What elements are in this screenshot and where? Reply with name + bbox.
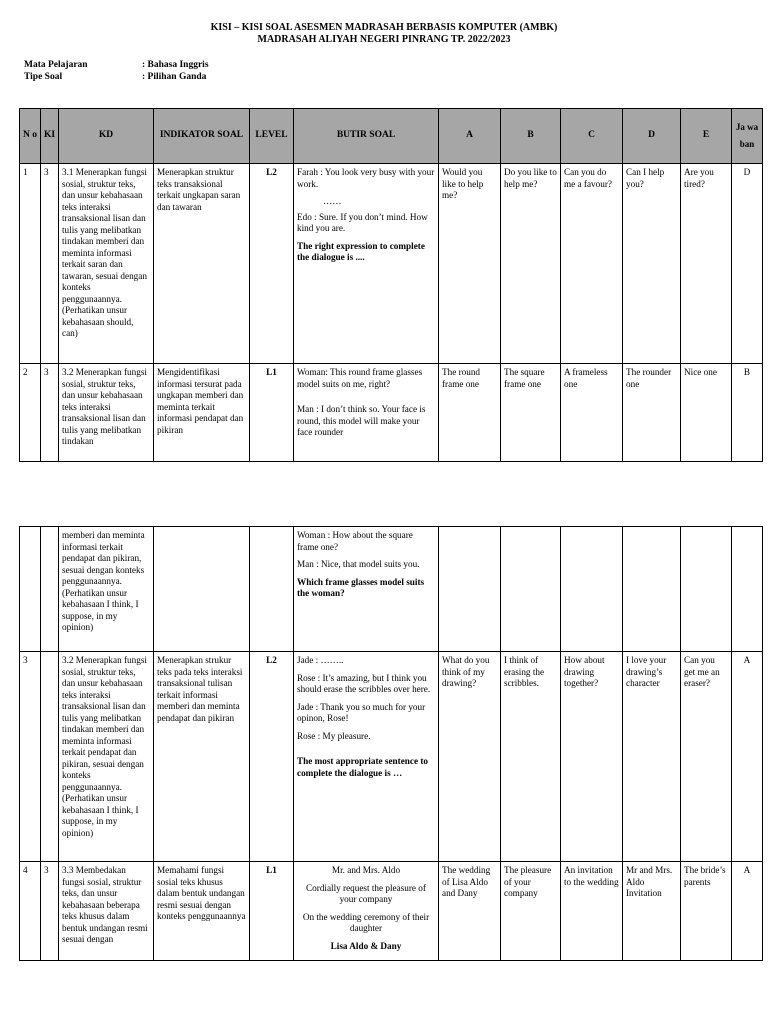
- question-prompt: Which frame glasses model suits the woman?: [297, 576, 425, 598]
- option-d: I love your drawing’s character: [623, 652, 681, 862]
- table-row: [20, 164, 763, 364]
- row-no: 3: [20, 652, 41, 862]
- row-ki: 3: [41, 164, 59, 364]
- document-title: [0, 22, 768, 46]
- option-b: I think of erasing the scribbles.: [501, 652, 561, 862]
- option-a: Would you like to help me?: [439, 164, 501, 364]
- table-row: [20, 862, 763, 961]
- subject-value: : Bahasa Inggris: [142, 60, 209, 70]
- dialogue-line: Farah : You look very busy with your work.: [297, 167, 435, 189]
- question-grid-table-2: [19, 526, 763, 961]
- row-level: L1: [250, 862, 294, 961]
- option-b: The pleasure of your company: [501, 862, 561, 961]
- dialogue-line: Edo : Sure. If you don’t mind. How kind you are.: [297, 211, 428, 233]
- row-kd: memberi dan meminta informasi terkait pendapat dan pikiran, sesuai dengan konteks penggunaannya. (Perhatikan unsur kebahasaan I think, I suppose, in my opinion): [59, 527, 154, 652]
- answer-key: D: [732, 164, 763, 364]
- option-c: An invitation to the wedding: [561, 862, 623, 961]
- answer-key: B: [732, 364, 763, 462]
- option-b: The square frame one: [501, 364, 561, 462]
- table-row: [20, 652, 763, 862]
- row-butir-soal: [294, 164, 439, 364]
- option-a: The round frame one: [439, 364, 501, 462]
- answer-key: A: [732, 862, 763, 961]
- dialogue-blank: ……: [323, 196, 342, 206]
- dialogue-line: Jade : Thank you so much for your opinon, Rose!: [297, 701, 426, 723]
- header-option-b: B: [501, 109, 561, 164]
- option-e: Nice one: [681, 364, 732, 462]
- header-butir-soal: BUTIR SOAL: [294, 109, 439, 164]
- row-butir-soal: [294, 862, 439, 961]
- answer-key: A: [732, 652, 763, 862]
- table-row: [20, 527, 763, 652]
- option-e: Are you tired?: [681, 164, 732, 364]
- header-option-d: D: [623, 109, 681, 164]
- type-value: : Pilihan Ganda: [142, 72, 207, 82]
- option-e: Can you get me an eraser?: [681, 652, 732, 862]
- row-butir-soal: [294, 364, 439, 462]
- type-label: Tipe Soal: [24, 72, 63, 82]
- row-no: 4: [20, 862, 41, 961]
- row-indikator: Menerapkan strukur teks pada teks interaksi transaksional tulisan terkait informasi memberi dan meminta pendapat dan pikiran: [154, 652, 250, 862]
- row-ki: 3: [41, 862, 59, 961]
- option-c: How about drawing together?: [561, 652, 623, 862]
- header-level: LEVEL: [250, 109, 294, 164]
- dialogue-line: Jade : ……..: [297, 655, 344, 665]
- header-jawaban: Ja wa ban: [732, 109, 763, 164]
- row-kd: 3.3 Membedakan fungsi sosial, struktur teks, dan unsur kebahasaan beberapa teks khusus dalam bentuk undangan resmi sesuai dengan: [59, 862, 154, 961]
- option-c: A frameless one: [561, 364, 623, 462]
- question-grid-table-1: [19, 108, 763, 462]
- header-kd: KD: [59, 109, 154, 164]
- invitation-line: On the wedding ceremony of their daughter: [302, 911, 430, 933]
- option-e: The bride’s parents: [681, 862, 732, 961]
- dialogue-line: Man : Nice, that model suits you.: [297, 559, 420, 569]
- option-d: The rounder one: [623, 364, 681, 462]
- option-a: What do you think of my drawing?: [439, 652, 501, 862]
- header-option-a: A: [439, 109, 501, 164]
- invitation-line: Cordially request the pleasure of your company: [306, 882, 426, 904]
- row-level: L2: [250, 652, 294, 862]
- header-option-e: E: [681, 109, 732, 164]
- subject-label: Mata Pelajaran: [24, 60, 88, 70]
- header-option-c: C: [561, 109, 623, 164]
- question-prompt: The right expression to complete the dialogue is ....: [297, 240, 425, 262]
- header-indikator: INDIKATOR SOAL: [154, 109, 250, 164]
- dialogue-line: Woman : How about the square frame one?: [297, 530, 413, 552]
- invitation-names: Lisa Aldo & Dany: [330, 940, 402, 951]
- row-no: 2: [20, 364, 41, 462]
- row-kd: 3.1 Menerapkan fungsi sosial, struktur teks, dan unsur kebahasaan teks interaksi transaksional lisan dan tulis yang melibatkan tindakan memberi dan meminta informasi terkait saran dan tawaran, sesuai dengan konteks penggunaannya. (Perhatikan unsur kebahasaan should, can): [59, 164, 154, 364]
- row-kd: 3.2 Menerapkan fungsi sosial, struktur teks, dan unsur kebahasaan teks interaksi transaksional lisan dan tulis yang melibatkan tindakan memberi dan meminta informasi terkait pendapat dan pikiran, sesuai dengan konteks penggunaannya. (Perhatikan unsur kebahasaan I think, I suppose, in my opinion): [59, 652, 154, 862]
- row-kd: 3.2 Menerapkan fungsi sosial, struktur teks, dan unsur kebahasaan teks interaksi transaksional lisan dan tulis yang melibatkan tindakan: [59, 364, 154, 462]
- row-level: L2: [250, 164, 294, 364]
- header-no: N o: [20, 109, 41, 164]
- dialogue-line: Man : I don’t think so. Your face is round, this model will make your face rounder: [297, 404, 426, 437]
- row-ki: 3: [41, 364, 59, 462]
- question-prompt: The most appropriate sentence to complete the dialogue is …: [297, 756, 428, 778]
- dialogue-line: Woman: This round frame glasses model suits on me, right?: [297, 367, 423, 389]
- table-header-row: [20, 109, 763, 164]
- dialogue-line: Rose : It’s amazing, but I think you should erase the scribbles over here.: [297, 672, 431, 694]
- row-butir-soal: [294, 527, 439, 652]
- dialogue-line: Rose : My pleasure.: [297, 730, 371, 741]
- option-a: The wedding of Lisa Aldo and Dany: [439, 862, 501, 961]
- row-butir-soal: [294, 652, 439, 862]
- option-d: Mr and Mrs. Aldo Invitation: [623, 862, 681, 961]
- row-no: 1: [20, 164, 41, 364]
- document-meta: [24, 59, 209, 83]
- option-b: Do you like to help me?: [501, 164, 561, 364]
- option-d: Can I help you?: [623, 164, 681, 364]
- invitation-line: Mr. and Mrs. Aldo: [331, 865, 401, 875]
- table-row: [20, 364, 763, 462]
- option-c: Can you do me a favour?: [561, 164, 623, 364]
- header-ki: KI: [41, 109, 59, 164]
- row-indikator: Menerapkan struktur teks transaksional terkait ungkapan saran dan tawaran: [154, 164, 250, 364]
- title-line-2: MADRASAH ALIYAH NEGERI PINRANG TP. 2022/2023: [257, 34, 511, 45]
- row-indikator: Memahami fungsi sosial teks khusus dalam bentuk undangan resmi sesuai dengan konteks penggunaannya: [154, 862, 250, 961]
- row-level: L1: [250, 364, 294, 462]
- row-indikator: Mengidentifikasi informasi tersurat pada ungkapan memberi dan meminta terkait informasi pendapat dan pikiran: [154, 364, 250, 462]
- title-line-1: KISI – KISI SOAL ASESMEN MADRASAH BERBASIS KOMPUTER (AMBK): [210, 22, 558, 33]
